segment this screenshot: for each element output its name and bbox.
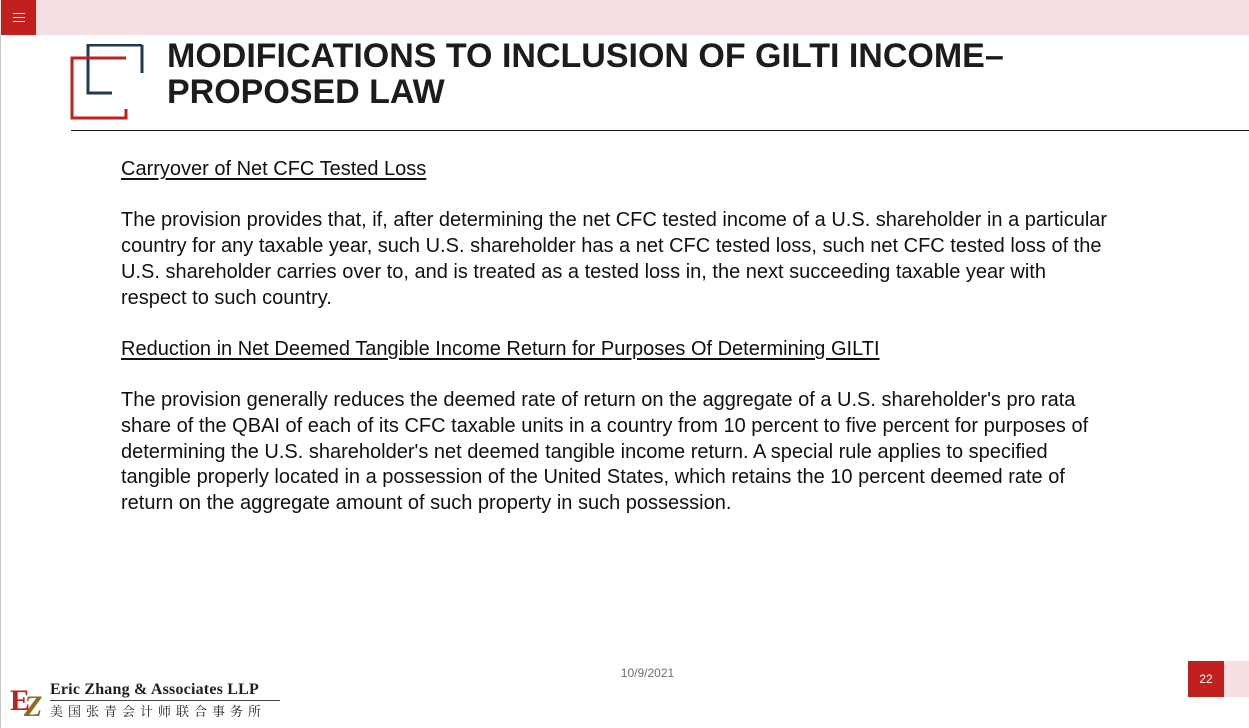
page-number-tab	[1224, 661, 1249, 697]
section-body-reduction: The provision generally reduces the deemed rate of return on the aggregate of a U.S. shareholder's pro rata share of the QBAI of each of its CFC taxable units in a country from 10 percent to five percent for purposes of determining the U.S. shareholder's net deemed tangible income return. A special rule applies to specified tangible properly located in a possession of the United States, which retains the 10 percent deemed rate of return on the aggregate amount of such property in such possession.	[121, 389, 1089, 515]
svg-text:E: E	[10, 684, 31, 717]
slide-title-line-1: MODIFICATIONS TO INCLUSION OF GILTI INCOME–	[167, 37, 1004, 75]
menu-button[interactable]	[1, 0, 36, 35]
slide-body	[121, 157, 1111, 517]
ez-monogram-icon	[10, 680, 50, 718]
slide-left-border	[0, 0, 1, 728]
firm-name-chinese: 美国张青会计师联合事务所	[50, 705, 267, 720]
hamburger-menu-icon	[13, 13, 25, 22]
brackets-logo-icon	[70, 44, 144, 120]
section-heading-carryover: Carryover of Net CFC Tested Loss	[121, 158, 427, 180]
firm-logo	[10, 680, 285, 720]
top-toolbar	[0, 0, 1249, 35]
section-heading-reduction: Reduction in Net Deemed Tangible Income Return for Purposes Of Determining GILTI	[121, 337, 880, 360]
slide-title	[167, 38, 1167, 110]
slide-title-line-2: PROPOSED LAW	[167, 73, 445, 111]
section-body-carryover: The provision provides that, if, after determining the net CFC tested income of a U.S. shareholder in a particular country for any taxable year, such U.S. shareholder has a net CFC tested loss, such net CFC tested loss of the U.S. shareholder carries over to, and is treated as a tested loss in, the next succeeding taxable year with respect to such country.	[121, 209, 1108, 309]
firm-name: Eric Zhang & Associates LLP	[50, 681, 259, 698]
svg-text:Z: Z	[24, 690, 43, 718]
title-divider	[71, 130, 1249, 131]
slide-date: 10/9/2021	[620, 666, 675, 680]
page-number-badge: 22	[1188, 661, 1224, 697]
